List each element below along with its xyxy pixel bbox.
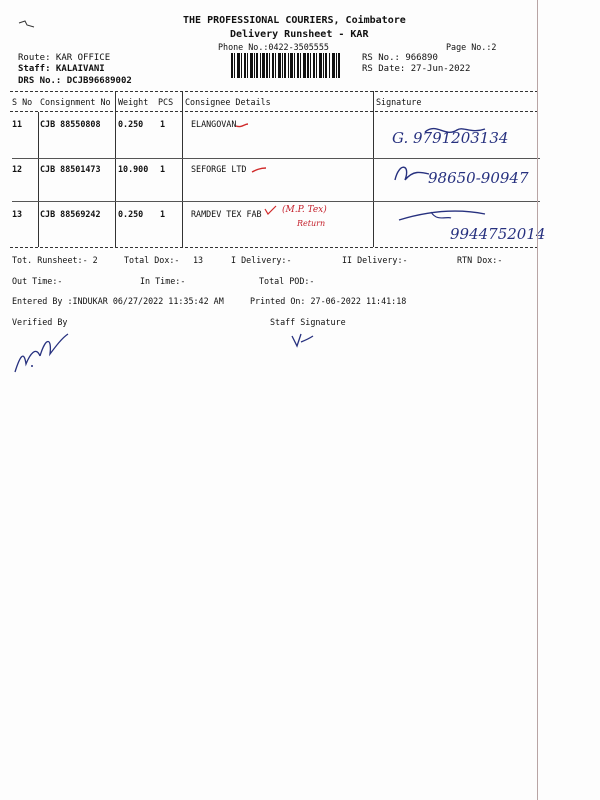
cell-consignee: RAMDEV TEX FAB bbox=[191, 209, 262, 219]
phone-number: Phone No.:0422-3505555 bbox=[218, 42, 329, 52]
barcode bbox=[231, 53, 341, 78]
column-divider bbox=[38, 112, 39, 247]
printed-on: Printed On: 27-06-2022 11:41:18 bbox=[250, 296, 407, 306]
in-time: In Time:- bbox=[140, 276, 186, 286]
total-dox-value: 13 bbox=[193, 255, 204, 265]
cell-pcs: 1 bbox=[160, 164, 166, 174]
rtn-dox: RTN Dox:- bbox=[457, 255, 503, 265]
entered-by: Entered By :INDUKAR 06/27/2022 11:35:42 AM bbox=[12, 296, 224, 306]
staff-label: Staff: KALAIVANI bbox=[18, 64, 105, 74]
page-number: Page No.:2 bbox=[446, 42, 497, 52]
signature-scribbles bbox=[385, 120, 535, 245]
cell-weight: 10.900 bbox=[118, 164, 149, 174]
cell-consignment: CJB 88501473 bbox=[40, 164, 101, 174]
verified-by-label: Verified By bbox=[12, 317, 68, 327]
return-note-code: (M.P. Tex) bbox=[282, 205, 327, 215]
cell-weight: 0.250 bbox=[118, 209, 144, 219]
i-delivery: I Delivery:- bbox=[231, 255, 292, 265]
table-bottom-rule bbox=[10, 247, 538, 248]
cell-consignment: CJB 88550808 bbox=[40, 119, 101, 129]
cell-signature: G. 9791203134 bbox=[392, 129, 509, 147]
cell-pcs: 1 bbox=[160, 119, 166, 129]
staff-signature-mark bbox=[288, 328, 316, 350]
out-time: Out Time:- bbox=[12, 276, 63, 286]
column-divider bbox=[182, 91, 183, 247]
header-bottom-rule bbox=[10, 111, 538, 112]
header-signature: Signature bbox=[376, 97, 422, 107]
red-tick-marks bbox=[232, 118, 272, 178]
header-weight: Weight bbox=[118, 97, 149, 107]
page-title: Delivery Runsheet - KAR bbox=[230, 29, 369, 40]
staff-signature-label: Staff Signature bbox=[270, 317, 346, 327]
ii-delivery: II Delivery:- bbox=[342, 255, 408, 265]
column-divider bbox=[373, 91, 374, 247]
column-divider bbox=[115, 91, 116, 247]
cell-consignee: SEFORGE LTD bbox=[191, 164, 247, 174]
header-consignment: Consignment No bbox=[40, 97, 111, 107]
cell-consignment: CJB 88569242 bbox=[40, 209, 101, 219]
total-pod: Total POD:- bbox=[259, 276, 315, 286]
cell-signature: 98650-90947 bbox=[428, 169, 529, 187]
header-sno: S No bbox=[12, 97, 33, 107]
route-label: Route: KAR OFFICE bbox=[18, 53, 111, 63]
corner-mark bbox=[18, 19, 36, 29]
cell-pcs: 1 bbox=[160, 209, 166, 219]
verified-by-signature bbox=[10, 326, 80, 378]
rs-date: RS Date: 27-Jun-2022 bbox=[362, 64, 471, 74]
cell-signature: 9944752014 bbox=[450, 225, 546, 243]
cell-sno: 11 bbox=[12, 119, 23, 129]
total-runsheet: Tot. Runsheet:- 2 bbox=[12, 255, 98, 265]
drs-number: DRS No.: DCJB96689002 bbox=[18, 76, 132, 86]
cell-sno: 12 bbox=[12, 164, 23, 174]
cell-sno: 13 bbox=[12, 209, 23, 219]
header-pcs: PCS bbox=[158, 97, 174, 107]
header-consignee: Consignee Details bbox=[185, 97, 271, 107]
rs-number: RS No.: 966890 bbox=[362, 53, 438, 63]
table-top-rule bbox=[10, 91, 538, 92]
cell-weight: 0.250 bbox=[118, 119, 144, 129]
total-dox-label: Total Dox:- bbox=[124, 255, 180, 265]
return-note-label: Return bbox=[297, 219, 326, 228]
red-check-mark bbox=[263, 204, 279, 216]
scan-edge-line bbox=[537, 0, 538, 800]
cell-consignee: ELANGOVAN bbox=[191, 119, 237, 129]
company-name: THE PROFESSIONAL COURIERS, Coimbatore bbox=[183, 15, 406, 26]
